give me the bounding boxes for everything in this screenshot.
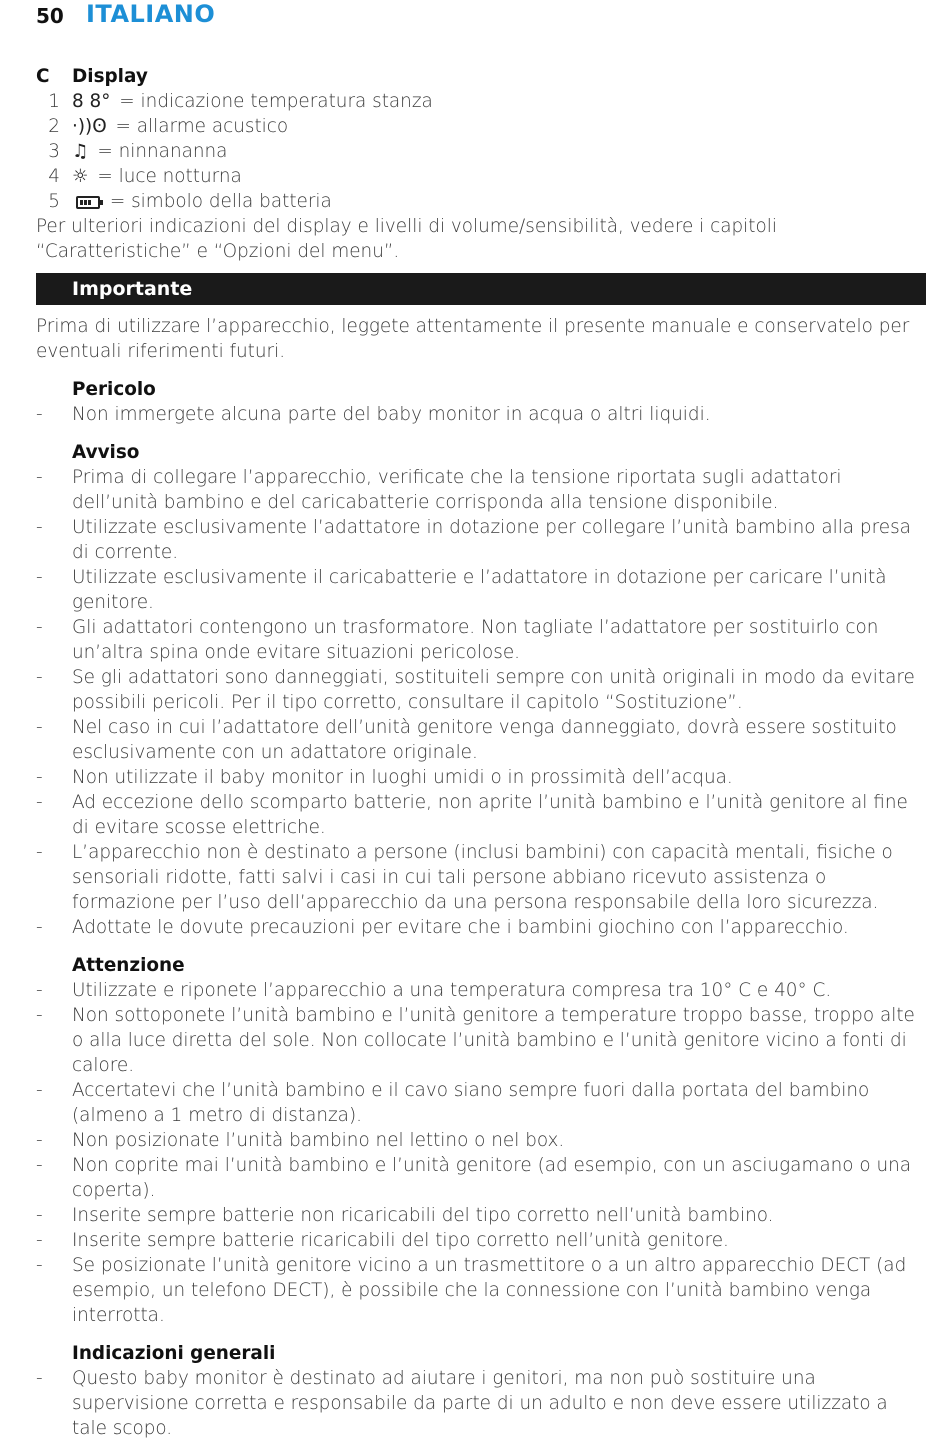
- list-item: [36, 1253, 926, 1328]
- list-item: [36, 840, 926, 915]
- list-item-text: Non utilizzate il baby monitor in luoghi umidi o in prossimità dell’acqua.: [72, 767, 733, 788]
- list-item: [36, 615, 926, 665]
- list-item: [36, 1228, 926, 1253]
- list-item-text: Se gli adattatori sono danneggiati, sostituiteli sempre con unità originali in modo da evitare possibili pericoli. Per il tipo corretto, consultare il capitolo “Sostituzione”.: [72, 667, 915, 713]
- list-item-text: Non posizionate l’unità bambino nel lettino o nel box.: [72, 1130, 565, 1151]
- bullet-dash: -: [36, 767, 43, 788]
- page-content: [36, 64, 926, 1441]
- list-item-text: Questo baby monitor è destinato ad aiutare i genitori, ma non può sostituire una supervisione corretta e responsabile da parte di un adulto e non deve essere utilizzato a tale scopo.: [72, 1368, 888, 1439]
- display-note: Per ulteriori indicazioni del display e livelli di volume/sensibilità, vedere i capitoli “Caratteristiche” e “Opzioni del menu”.: [36, 216, 777, 262]
- list-item-text: Non coprite mai l’unità bambino e l’unità genitore (ad esempio, con un asciugamano o una coperta).: [72, 1155, 912, 1201]
- list-item-text: Utilizzate esclusivamente il caricabatterie e l’adattatore in dotazione per caricare l’unità genitore.: [72, 567, 887, 613]
- item-number: 5: [48, 191, 60, 212]
- section-heading: Indicazioni generali: [72, 1343, 276, 1364]
- list-item: [36, 465, 926, 515]
- list-item: [36, 765, 926, 790]
- item-number: 1: [48, 91, 60, 112]
- important-intro: Prima di utilizzare l’apparecchio, leggete attentamente il presente manuale e conservatelo per eventuali riferimenti futuri.: [36, 316, 910, 362]
- bullet-dash: -: [36, 917, 43, 938]
- list-item: [36, 665, 926, 715]
- list-item: [36, 715, 926, 765]
- bullet-dash: -: [36, 404, 43, 425]
- display-item-4: [36, 164, 926, 189]
- bullet-dash: -: [36, 1155, 43, 1176]
- important-banner: Importante: [36, 273, 926, 305]
- section-letter: C: [36, 66, 50, 87]
- night-light-icon: ☼: [72, 166, 89, 187]
- display-item-2: [36, 114, 926, 139]
- item-number: 2: [48, 116, 60, 137]
- list-item: [36, 915, 926, 940]
- music-note-icon: ♫: [72, 141, 89, 162]
- list-item: [36, 790, 926, 840]
- item-text: = luce notturna: [91, 166, 242, 187]
- list-item: [36, 1153, 926, 1203]
- list-item-text: Prima di collegare l’apparecchio, verificate che la tensione riportata sugli adattatori dell’unità bambino e del caricabatterie corrisponda alla tensione disponibile.: [72, 467, 842, 513]
- battery-icon: [76, 196, 100, 209]
- bullet-dash: -: [36, 1205, 43, 1226]
- bullet-dash: -: [36, 1005, 43, 1026]
- bullet-dash: -: [36, 792, 43, 813]
- warnings-sections: [36, 377, 926, 1441]
- item-text: = ninnananna: [91, 141, 228, 162]
- list-item: [36, 1128, 926, 1153]
- bullet-dash: -: [36, 980, 43, 1001]
- list-item-text: Adottate le dovute precauzioni per evitare che i bambini giochino con l’apparecchio.: [72, 917, 849, 938]
- list-item-text: Utilizzate esclusivamente l’adattatore in dotazione per collegare l’unità bambino alla presa di corrente.: [72, 517, 911, 563]
- item-text: = allarme acustico: [109, 116, 289, 137]
- list-item: [36, 402, 926, 427]
- list-item-text: Accertatevi che l’unità bambino e il cavo siano sempre fuori dalla portata del bambino (almeno a 1 metro di distanza).: [72, 1080, 870, 1126]
- list-item-text: Ad eccezione dello scomparto batterie, non aprite l’unità bambino e l’unità genitore al fine di evitare scosse elettriche.: [72, 792, 908, 838]
- sound-alarm-icon: ·))ʘ: [72, 116, 107, 137]
- section-heading: Avviso: [72, 442, 140, 463]
- list-item-text: Utilizzate e riponete l’apparecchio a una temperatura compresa tra 10° C e 40° C.: [72, 980, 832, 1001]
- list-item: [36, 1003, 926, 1078]
- bullet-dash: -: [36, 1130, 43, 1151]
- list-item-text: Inserite sempre batterie non ricaricabili del tipo corretto nell’unità bambino.: [72, 1205, 774, 1226]
- list-item-text: Non sottoponete l’unità bambino e l’unità genitore a temperature troppo basse, troppo alte o alla luce diretta del sole. Non collocate l’unità bambino e l’unità genitore vicino a fonti di calore.: [72, 1005, 915, 1076]
- bullet-dash: -: [36, 517, 43, 538]
- bullet-dash: -: [36, 467, 43, 488]
- section-heading: Pericolo: [72, 379, 156, 400]
- display-item-1: [36, 89, 926, 114]
- bullet-dash: -: [36, 1080, 43, 1101]
- page-number: 50: [36, 4, 64, 28]
- language-title: ITALIANO: [86, 0, 216, 28]
- bullet-dash: -: [36, 1368, 43, 1389]
- bullet-dash: -: [36, 667, 43, 688]
- bullet-dash: -: [36, 842, 43, 863]
- list-item-text: Inserite sempre batterie ricaricabili del tipo corretto nell’unità genitore.: [72, 1230, 729, 1251]
- display-item-5: [36, 189, 926, 214]
- list-item: [36, 515, 926, 565]
- display-section-title: [36, 64, 926, 89]
- list-item: [36, 565, 926, 615]
- item-number: 4: [48, 166, 60, 187]
- display-item-3: [36, 139, 926, 164]
- bullet-dash: -: [36, 617, 43, 638]
- list-item-text: Nel caso in cui l’adattatore dell’unità genitore venga danneggiato, dovrà essere sostituito esclusivamente con un adattatore originale.: [72, 717, 897, 763]
- list-item-text: Non immergete alcuna parte del baby monitor in acqua o altri liquidi.: [72, 404, 711, 425]
- section-heading: Attenzione: [72, 955, 185, 976]
- bullet-dash: -: [36, 1255, 43, 1276]
- bullet-dash: -: [36, 567, 43, 588]
- list-item: [36, 1078, 926, 1128]
- list-item-text: Se posizionate l’unità genitore vicino a un trasmettitore o a un altro apparecchio DECT (ad esempio, un telefono DECT), è possibile che la connessione con l’unità bambino venga interrotta.: [72, 1255, 907, 1326]
- bullet-dash: -: [36, 717, 43, 738]
- list-item-text: Gli adattatori contengono un trasformatore. Non tagliate l’adattatore per sostituirlo con un’altra spina onde evitare situazioni pericolose.: [72, 617, 879, 663]
- list-item-text: L’apparecchio non è destinato a persone (inclusi bambini) con capacità mentali, fisiche o sensoriali ridotte, fatti salvi i casi in cui tali persone abbiano ricevuto assistenza o formazione per l’uso dell’apparecchio da una persona responsabile della loro sicurezza.: [72, 842, 893, 913]
- item-text: = simbolo della batteria: [104, 191, 332, 212]
- list-item: [36, 1366, 926, 1441]
- list-item: [36, 1203, 926, 1228]
- temperature-digits-icon: 8 8°: [72, 91, 111, 112]
- item-text: = indicazione temperatura stanza: [113, 91, 433, 112]
- bullet-dash: -: [36, 1230, 43, 1251]
- section-title: Display: [72, 66, 148, 87]
- list-item: [36, 978, 926, 1003]
- item-number: 3: [48, 141, 60, 162]
